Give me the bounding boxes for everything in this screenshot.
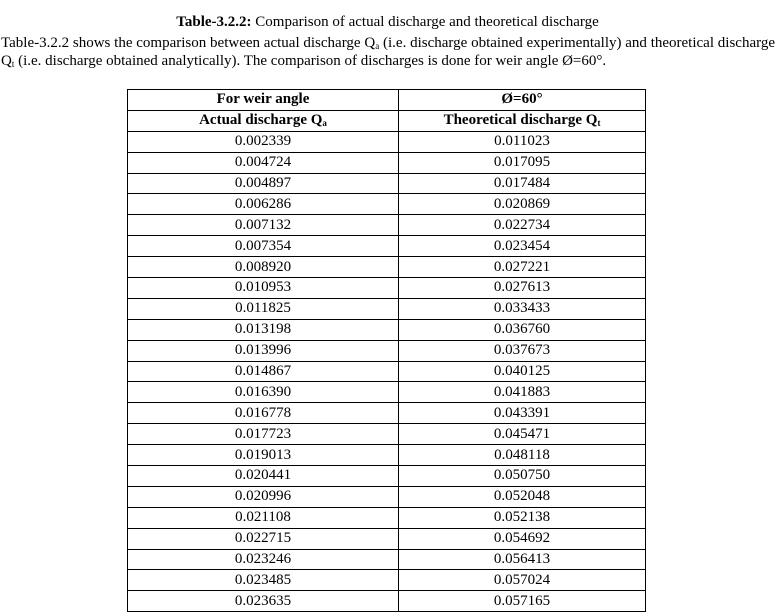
header-weir-angle-label: For weir angle: [128, 90, 399, 111]
table-row: [128, 507, 646, 528]
theoretical-discharge-cell: 0.057024: [399, 570, 646, 591]
caption-label: Table-3.2.2:: [176, 14, 252, 30]
description-paragraph: [1, 34, 775, 70]
table-row: [128, 486, 646, 507]
header-theoretical-sub: t: [597, 118, 601, 129]
theoretical-discharge-cell: 0.027221: [399, 257, 646, 278]
table-row: [128, 298, 646, 319]
actual-discharge-cell: 0.023246: [128, 549, 399, 570]
table-row: [128, 382, 646, 403]
table-caption: [0, 13, 775, 31]
theoretical-discharge-cell: 0.052138: [399, 507, 646, 528]
table-row: [128, 236, 646, 257]
actual-discharge-cell: 0.023635: [128, 591, 399, 612]
header-row-columns: [128, 110, 646, 131]
actual-discharge-cell: 0.004724: [128, 152, 399, 173]
theoretical-discharge-cell: 0.057165: [399, 591, 646, 612]
para-part-1: Table-3.2.2 shows the comparison between actual discharge Q: [1, 35, 376, 51]
table-row: [128, 361, 646, 382]
table-row: [128, 549, 646, 570]
table-row: [128, 445, 646, 466]
theoretical-discharge-cell: 0.022734: [399, 215, 646, 236]
table-row: [128, 403, 646, 424]
theoretical-discharge-cell: 0.027613: [399, 278, 646, 299]
theoretical-discharge-cell: 0.043391: [399, 403, 646, 424]
para-sub-t: t: [11, 59, 15, 69]
theoretical-discharge-cell: 0.017095: [399, 152, 646, 173]
table-row: [128, 528, 646, 549]
actual-discharge-cell: 0.023485: [128, 570, 399, 591]
table-row: [128, 152, 646, 173]
header-theoretical-discharge: [399, 110, 646, 131]
header-actual-sub: a: [322, 118, 327, 129]
actual-discharge-cell: 0.021108: [128, 507, 399, 528]
actual-discharge-cell: 0.016390: [128, 382, 399, 403]
actual-discharge-cell: 0.020996: [128, 486, 399, 507]
actual-discharge-cell: 0.022715: [128, 528, 399, 549]
theoretical-discharge-cell: 0.048118: [399, 445, 646, 466]
actual-discharge-cell: 0.017723: [128, 424, 399, 445]
theoretical-discharge-cell: 0.056413: [399, 549, 646, 570]
theoretical-discharge-cell: 0.017484: [399, 173, 646, 194]
table-body: [128, 131, 646, 611]
theoretical-discharge-cell: 0.036760: [399, 319, 646, 340]
table-row: [128, 131, 646, 152]
actual-discharge-cell: 0.013996: [128, 340, 399, 361]
theoretical-discharge-cell: 0.037673: [399, 340, 646, 361]
actual-discharge-cell: 0.013198: [128, 319, 399, 340]
table-row: [128, 194, 646, 215]
actual-discharge-cell: 0.004897: [128, 173, 399, 194]
actual-discharge-cell: 0.019013: [128, 445, 399, 466]
actual-discharge-cell: 0.007354: [128, 236, 399, 257]
actual-discharge-cell: 0.007132: [128, 215, 399, 236]
actual-discharge-cell: 0.011825: [128, 298, 399, 319]
table-row: [128, 591, 646, 612]
theoretical-discharge-cell: 0.054692: [399, 528, 646, 549]
theoretical-discharge-cell: 0.041883: [399, 382, 646, 403]
table-row: [128, 257, 646, 278]
para-part-2: (i.e. discharge obtained experimentally) and theoretical discharge Q: [1, 35, 775, 69]
header-weir-angle-value: Ø=60°: [399, 90, 646, 111]
actual-discharge-cell: 0.008920: [128, 257, 399, 278]
theoretical-discharge-cell: 0.050750: [399, 466, 646, 487]
table-row: [128, 173, 646, 194]
para-part-3: (i.e. discharge obtained analytically). The comparison of discharges is done for weir angle Ø=60°.: [14, 53, 607, 69]
theoretical-discharge-cell: 0.040125: [399, 361, 646, 382]
theoretical-discharge-cell: 0.033433: [399, 298, 646, 319]
header-row-weir-angle: [128, 90, 646, 111]
table-row: [128, 278, 646, 299]
discharge-table: [127, 89, 646, 612]
actual-discharge-cell: 0.006286: [128, 194, 399, 215]
theoretical-discharge-cell: 0.020869: [399, 194, 646, 215]
table-row: [128, 466, 646, 487]
header-actual-text: Actual discharge Q: [199, 112, 323, 129]
table-row: [128, 570, 646, 591]
actual-discharge-cell: 0.016778: [128, 403, 399, 424]
theoretical-discharge-cell: 0.011023: [399, 131, 646, 152]
theoretical-discharge-cell: 0.045471: [399, 424, 646, 445]
theoretical-discharge-cell: 0.052048: [399, 486, 646, 507]
para-sub-a: a: [375, 41, 380, 51]
table-row: [128, 340, 646, 361]
table-row: [128, 215, 646, 236]
header-actual-discharge: [128, 110, 399, 131]
table-row: [128, 424, 646, 445]
theoretical-discharge-cell: 0.023454: [399, 236, 646, 257]
actual-discharge-cell: 0.020441: [128, 466, 399, 487]
actual-discharge-cell: 0.002339: [128, 131, 399, 152]
table-row: [128, 319, 646, 340]
header-theoretical-text: Theoretical discharge Q: [443, 112, 598, 129]
caption-text: Comparison of actual discharge and theoretical discharge: [251, 14, 599, 30]
actual-discharge-cell: 0.010953: [128, 278, 399, 299]
actual-discharge-cell: 0.014867: [128, 361, 399, 382]
